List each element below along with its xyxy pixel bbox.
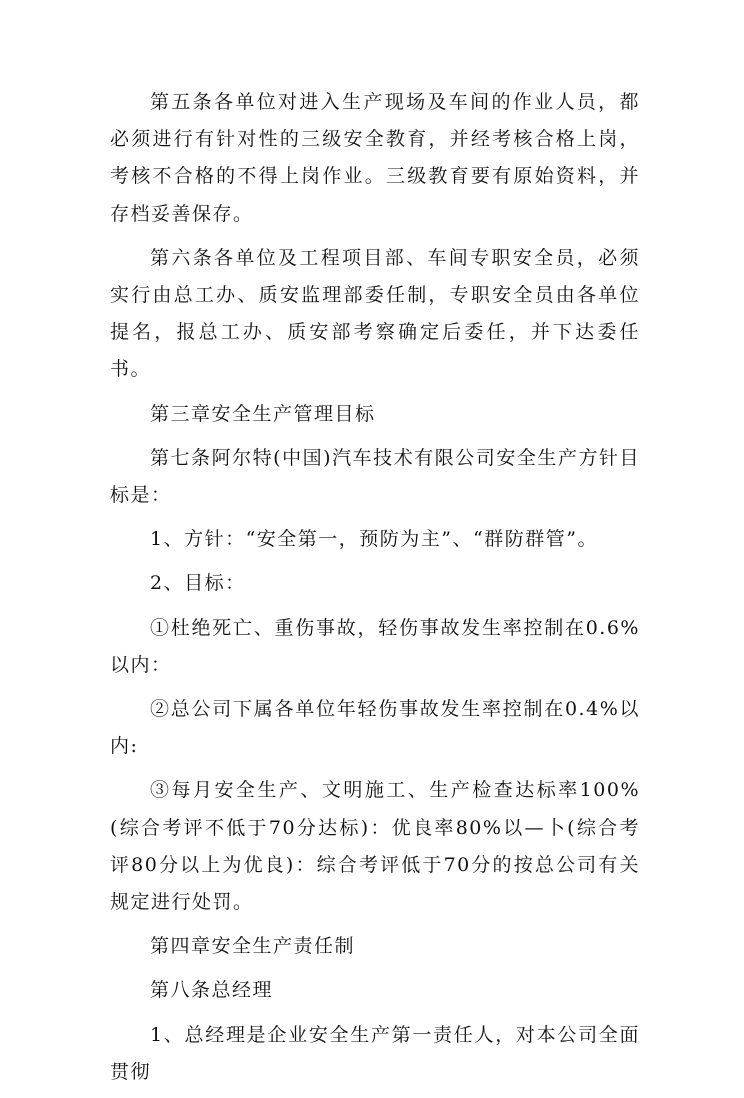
goal-item-2: ②总公司下属各单位年轻伤事故发生率控制在0.4%以内:	[110, 698, 640, 758]
list-item-policy: 1、方针：“安全第一，预防为主”、“群防群管”。	[150, 528, 598, 551]
paragraph-general-manager: 1、总经理是企业安全生产第一责任人，对本公司全面贯彻	[110, 1023, 640, 1083]
article-8-heading: 第八条总经理	[150, 979, 274, 1002]
chapter-4-heading: 第四章安全生产责任制	[150, 935, 356, 958]
paragraph-article-6: 第六条各单位及工程项目部、车间专职安全员，必须实行由总工办、质安监理部委任制，专职安全员由各单位提名，报总工办、质安部考察确定后委任，并下达委任书。	[110, 246, 640, 381]
list-item-goals: 2、目标：	[150, 572, 246, 595]
goal-item-1: ①杜绝死亡、重伤事故，轻伤事故发生率控制在0.6%以内：	[110, 616, 640, 676]
paragraph-article-7: 第七条阿尔特(中国)汽车技术有限公司安全生产方针目标是：	[110, 446, 640, 507]
document-body	[110, 84, 640, 1098]
goal-item-3: ③每月安全生产、文明施工、生产检查达标率100%(综合考评不低于70分达标)：优良率80%以—卜(综合考评80分以上为优良)：综合考评低于70分的按总公司有关规定进行处罚。	[110, 779, 640, 914]
chapter-3-heading: 第三章安全生产管理目标	[150, 402, 376, 425]
paragraph-article-5: 第五条各单位对进入生产现场及车间的作业人员，都必须进行有针对性的三级安全教育，并经考核合格上岗，考核不合格的不得上岗作业。三级教育要有原始资料，并存档妥善保存。	[110, 91, 640, 225]
